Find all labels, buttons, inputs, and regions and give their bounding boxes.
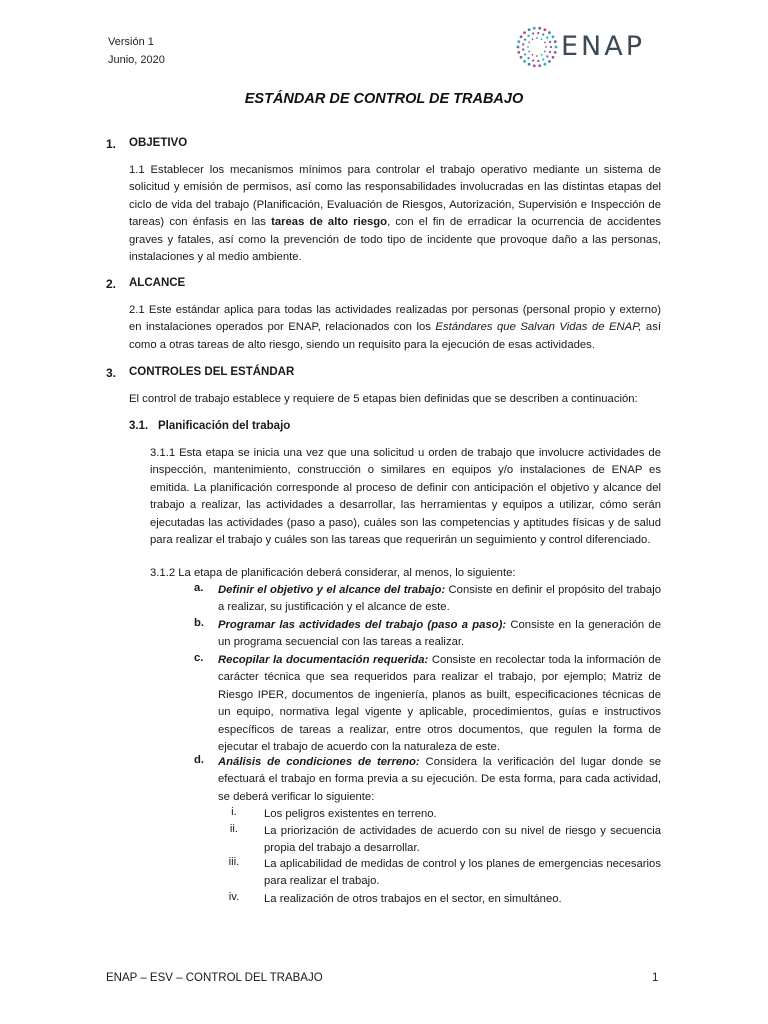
logo-dot xyxy=(522,43,524,45)
footer-document-name: ENAP – ESV – CONTROL DEL TRABAJO xyxy=(106,972,323,984)
subitem-iv-text: La realización de otros trabajos en el sector, en simultáneo. xyxy=(264,893,562,905)
logo-dot xyxy=(546,55,548,57)
logo-dot xyxy=(524,38,526,40)
section-2-paragraph xyxy=(129,302,661,354)
item-b-body: Consiste en la generación de un programa secuencial con las tareas a realizar. xyxy=(218,619,661,649)
paragraph-3-1-1: 3.1.1 Esta etapa se inicia una vez que una solicitud u orden de trabajo que involucre actividades de inspección, mantenimiento, construcción o similares en equipos y/o instalaciones de ENAP es emitida. La planificación corresponde al proceso de definir con anticipación el objetivo y alcance del trabajo a realizar, las actividades a desarrollar, las herramientas y equipos a utilizar, cómo serán ejecutadas las actividades (paso a paso), cuáles son las competencias y aptitudes físicas y de salud para realizar el trabajo y cuáles son las tareas que requerirán un seguimiento y control diferenciado. xyxy=(150,447,661,547)
logo-dot xyxy=(544,51,546,53)
section-1-number: 1. xyxy=(106,137,117,151)
logo-dot xyxy=(546,36,548,38)
version-label: Versión 1 xyxy=(108,36,154,48)
logo-dot xyxy=(533,64,536,67)
logo-dot xyxy=(543,63,546,66)
item-c-body: Consiste en recolectar toda la información de carácter técnica que sea requeridos para realizar el trabajo, por ejemplo; Matriz de Riesgo IPER, documentos de ingeniería, planos as built, especificaciones técnicas de un equipo, normativa legal vigente y aplicable, procedimientos, guías e instructivos específicos de tareas a realizar, entre otros documentos, que regulen la forma de ejecutar el trabajo de acuerdo con la naturaleza de este. xyxy=(218,654,661,754)
logo-dot xyxy=(545,46,547,48)
item-c-text xyxy=(218,652,661,756)
section-3-title: CONTROLES DEL ESTÁNDAR xyxy=(129,366,295,378)
enap-logo xyxy=(515,25,675,69)
date-label: Junio, 2020 xyxy=(108,54,165,66)
logo-dot xyxy=(528,51,530,53)
logo-dot xyxy=(542,58,544,60)
section-2-title: ALCANCE xyxy=(129,277,186,289)
section-2-number: 2. xyxy=(106,277,117,291)
logo-text: ENAP xyxy=(561,31,646,62)
logo-dot xyxy=(528,63,531,66)
logo-dot xyxy=(520,56,523,59)
logo-dot xyxy=(544,42,546,44)
logo-mark-icon xyxy=(515,25,559,69)
logo-dot xyxy=(522,48,524,50)
logo-dot xyxy=(541,38,543,40)
logo-dot xyxy=(517,46,520,49)
section-3-intro: El control de trabajo establece y requiere de 5 etapas bien definidas que se describen a continuación: xyxy=(129,393,638,405)
s1-text-b: , con el fin de erradicar la ocurrencia de accidentes graves y fatales, así como la prevención de todo tipo de incidente que provoque daño a las personas, instalaciones y al medio ambiente. xyxy=(129,216,662,264)
s2-text-b: así como a otras tareas de alto riesgo, siendo un requisito para la ejecución de esas actividades. xyxy=(129,321,661,351)
logo-dot xyxy=(541,54,543,56)
subitem-ii-text: La priorización de actividades de acuerdo con su nivel de riesgo y secuencia propia del trabajo a desarrollar. xyxy=(264,825,661,855)
item-a-text xyxy=(218,582,661,617)
item-b-text xyxy=(218,617,661,652)
logo-dot xyxy=(538,27,541,30)
logo-dot xyxy=(532,59,534,61)
logo-dot xyxy=(533,27,536,30)
logo-dot xyxy=(528,42,530,44)
logo-dot xyxy=(517,51,520,54)
logo-dot xyxy=(527,46,529,48)
section-3-number: 3. xyxy=(106,366,117,380)
item-d-text xyxy=(218,754,661,806)
logo-dot xyxy=(537,32,539,34)
logo-dot xyxy=(527,57,529,59)
item-b-letter: b. xyxy=(194,617,205,629)
subitem-iv-number: iv. xyxy=(228,891,240,903)
item-a-letter: a. xyxy=(194,582,204,594)
logo-dot xyxy=(536,55,538,57)
subitem-i-text: Los peligros existentes en terreno. xyxy=(264,808,437,820)
logo-dot xyxy=(549,41,551,43)
logo-dot xyxy=(550,46,552,48)
s2-text-a: 2.1 Este estándar aplica para todas las actividades realizadas por personas (personal propio y externo) en instalaciones operados por ENAP, relacionados con los xyxy=(129,304,661,334)
s2-text-italic: Estándares que Salvan Vidas de ENAP, xyxy=(435,321,642,334)
logo-dot xyxy=(532,32,534,34)
item-a-lead: Definir el objetivo y el alcance del trabajo: xyxy=(218,584,446,596)
logo-dot xyxy=(555,46,558,49)
subsection-3-1-number: 3.1. xyxy=(129,420,149,432)
item-d-lead: Análisis de condiciones de terreno: xyxy=(218,756,420,768)
logo-dot xyxy=(527,35,529,37)
paragraph-3-1-2: 3.1.2 La etapa de planificación deberá considerar, al menos, lo siguiente: xyxy=(150,567,516,579)
logo-dot xyxy=(554,51,557,54)
logo-dot xyxy=(538,64,541,67)
logo-dot xyxy=(554,40,557,43)
s1-text-bold: tareas de alto riesgo xyxy=(271,216,388,229)
item-d-letter: d. xyxy=(194,754,205,766)
subitem-ii-number: ii. xyxy=(229,823,239,835)
s1-text-a: 1.1 Establecer los mecanismos mínimos para controlar el trabajo operativo mediante un sistema de solicitud y emisión de permisos, así como las responsabilidades involucradas en las distintas etapas del ciclo de vida del trabajo (Planificación, Evaluación de Riesgos, Autorización, Supervisión e Inspección de tareas) con énfasis en las xyxy=(129,164,661,229)
logo-dot xyxy=(523,60,526,63)
logo-dot xyxy=(549,51,551,53)
item-d-body: Considera la verificación del lugar donde se efectuará el trabajo en forma previa a su ejecución. De esta forma, para cada actividad, se deberá verificar lo siguiente: xyxy=(218,756,661,803)
logo-dot xyxy=(548,60,551,63)
header-meta xyxy=(108,33,165,69)
item-c-lead: Recopilar la documentación requerida: xyxy=(218,654,429,666)
subitem-iii-text: La aplicabilidad de medidas de control y los planes de emergencias necesarios para realizar el trabajo. xyxy=(264,858,661,888)
item-c-letter: c. xyxy=(194,652,204,664)
logo-dot xyxy=(552,35,555,38)
logo-dot xyxy=(548,31,551,34)
logo-dot xyxy=(537,60,539,62)
logo-dot xyxy=(542,33,544,35)
logo-dot xyxy=(523,31,526,34)
subsection-3-1-title: Planificación del trabajo xyxy=(158,420,291,432)
logo-dot xyxy=(517,40,520,43)
logo-dot xyxy=(528,28,531,31)
subitem-iii-number: iii. xyxy=(228,856,240,868)
logo-dot xyxy=(552,56,555,59)
item-a-body: Consiste en definir el propósito del trabajo a realizar, su justificación y el alcance de este. xyxy=(218,584,661,614)
document-title: ESTÁNDAR DE CONTROL DE TRABAJO xyxy=(244,91,524,107)
item-b-lead: Programar las actividades del trabajo (paso a paso): xyxy=(218,619,507,631)
section-1-paragraph xyxy=(129,162,661,266)
logo-dot xyxy=(532,38,534,40)
section-1-title: OBJETIVO xyxy=(129,137,188,149)
subitem-i-number: i. xyxy=(231,806,237,818)
logo-dot xyxy=(520,35,523,38)
logo-dot xyxy=(536,37,538,39)
footer-page-number: 1 xyxy=(652,972,659,984)
logo-dot xyxy=(524,53,526,55)
logo-dot xyxy=(532,54,534,56)
logo-dot xyxy=(543,28,546,31)
